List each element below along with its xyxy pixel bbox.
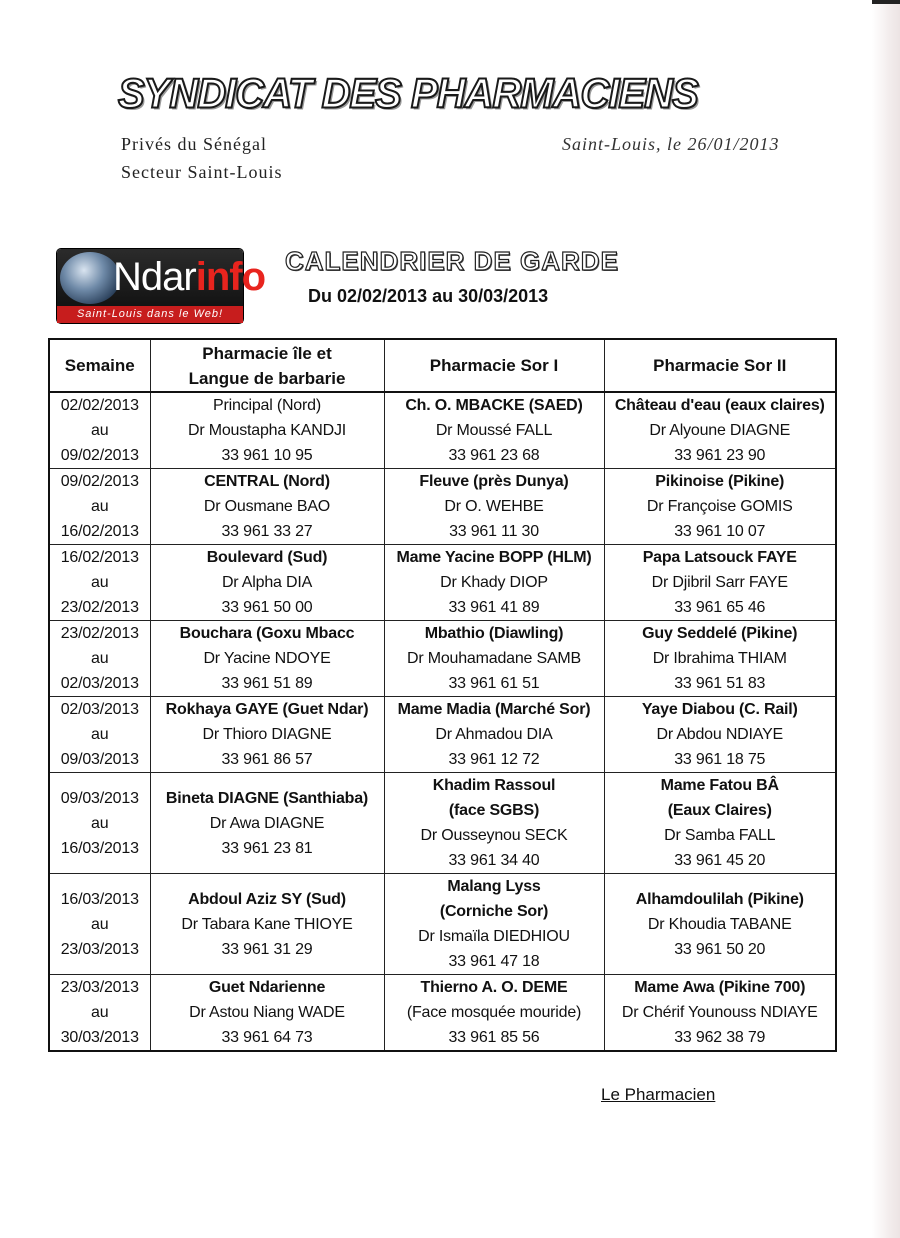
cell-line: 23/03/2013	[60, 979, 139, 996]
calendar-period: Du 02/02/2013 au 30/03/2013	[308, 286, 549, 306]
week-cell	[49, 469, 150, 545]
week-cell	[49, 697, 150, 773]
cell-line: Ch. O. MBACKE (SAED)	[405, 397, 583, 414]
pharmacie-sor-1-cell	[384, 975, 604, 1052]
ndarinfo-logo	[57, 249, 266, 323]
cell-line: 09/02/2013	[60, 447, 139, 464]
place-date: Saint-Louis, le 26/01/2013	[562, 134, 780, 154]
cell-line: Dr Mouhamadane SAMB	[406, 650, 582, 667]
pharmacie-ile-cell	[150, 392, 384, 469]
cell-line: Fleuve (près Dunya)	[419, 473, 569, 490]
cell-line: Dr Khady DIOP	[440, 574, 548, 591]
cell-line: au	[91, 650, 109, 667]
cell-line: 33 961 61 51	[448, 675, 540, 692]
cell-line: 16/02/2013	[60, 523, 139, 540]
union-title: SYNDICAT DES PHARMACIENS	[118, 70, 698, 118]
calendar-title: CALENDRIER DE GARDE	[285, 246, 619, 276]
cell-line: Dr Khoudia TABANE	[647, 915, 792, 933]
cell-line: 33 961 86 57	[221, 751, 313, 768]
pharmacie-ile-cell	[150, 621, 384, 697]
cell-line: Dr Françoise GOMIS	[646, 498, 793, 515]
cell-line: Dr Moustapha KANDJI	[187, 422, 347, 439]
logo-wordmark	[113, 251, 265, 303]
cell-line: (face SGBS)	[448, 802, 540, 819]
week-cell	[49, 773, 150, 874]
cell-line: Dr Chérif Younouss NDIAYE	[621, 1004, 818, 1021]
cell-line: Rokhaya GAYE (Guet Ndar)	[165, 701, 369, 718]
cell-line: 33 961 34 40	[448, 852, 540, 869]
cell-line: Guet Ndarienne	[208, 979, 326, 996]
cell-line: 33 961 10 95	[221, 447, 313, 464]
cell-line: 33 961 45 20	[674, 852, 766, 869]
cell-line: 09/03/2013	[60, 751, 139, 768]
cell-line: Dr Ismaïla DIEDHIOU	[418, 928, 570, 945]
logo-name-accent: info	[195, 255, 266, 299]
pharmacie-sor-2-cell	[604, 975, 836, 1052]
header-line: Pharmacie Sor II	[653, 356, 787, 375]
cell-line: Mbathio (Diawling)	[424, 625, 564, 642]
cell-line: Khadim Rassoul	[432, 777, 556, 794]
cell-line: 02/03/2013	[60, 675, 139, 692]
cell-line: Dr Moussé FALL	[435, 422, 553, 439]
cell-line: Yaye Diabou (C. Rail)	[641, 701, 798, 718]
cell-line: 33 961 50 00	[221, 599, 313, 616]
org-subtitle-sector: Secteur Saint-Louis	[121, 162, 283, 182]
cell-line: Bouchara (Goxu Mbacc	[179, 625, 355, 642]
table-row	[49, 975, 836, 1052]
header-semaine	[49, 339, 150, 392]
edge-mark	[872, 0, 900, 4]
week-cell	[49, 975, 150, 1052]
cell-line: 33 961 50 20	[674, 940, 766, 958]
header-pharmacie-sor-1	[384, 339, 604, 392]
table-header-row	[49, 339, 836, 392]
cell-line: Dr Tabara Kane THIOYE	[181, 915, 353, 933]
cell-line: 33 961 12 72	[448, 751, 540, 768]
cell-line: au	[91, 574, 109, 591]
cell-line: Mame Madia (Marché Sor)	[397, 701, 591, 718]
cell-line: 16/02/2013	[60, 549, 139, 566]
cell-line: CENTRAL (Nord)	[204, 473, 330, 490]
cell-line: au	[91, 726, 109, 743]
pharmacie-ile-cell	[150, 975, 384, 1052]
cell-line: Abdoul Aziz SY (Sud)	[188, 890, 346, 908]
cell-line: Malang Lyss	[447, 878, 541, 895]
cell-line: 16/03/2013	[60, 839, 139, 857]
cell-line: Dr Ibrahima THIAM	[652, 650, 787, 667]
cell-line: Dr Abdou NDIAYE	[656, 726, 784, 743]
pharmacie-sor-2-cell	[604, 392, 836, 469]
cell-line: 09/03/2013	[60, 789, 139, 807]
cell-line: Bineta DIAGNE (Santhiaba)	[165, 789, 369, 807]
cell-line: 23/02/2013	[60, 599, 139, 616]
cell-line: 33 961 10 07	[674, 523, 766, 540]
week-cell	[49, 874, 150, 975]
logo-name-main: Ndar	[113, 255, 196, 299]
table-row	[49, 469, 836, 545]
cell-line: Dr Alyoune DIAGNE	[649, 422, 791, 439]
cell-line: Dr Ousseynou SECK	[420, 827, 568, 844]
cell-line: Mame Yacine BOPP (HLM)	[396, 549, 592, 566]
org-subtitle-country: Privés du Sénégal	[121, 134, 267, 154]
table-row	[49, 773, 836, 874]
cell-line: 23/02/2013	[60, 625, 139, 642]
cell-line: 33 961 85 56	[448, 1029, 540, 1046]
pharmacie-sor-2-cell	[604, 545, 836, 621]
header-line: Semaine	[64, 356, 135, 375]
pharmacie-ile-cell	[150, 874, 384, 975]
cell-line: au	[91, 814, 109, 832]
cell-line: Dr Djibril Sarr FAYE	[651, 574, 788, 591]
table-row	[49, 621, 836, 697]
pharmacie-sor-1-cell	[384, 392, 604, 469]
cell-line: 33 961 33 27	[221, 523, 313, 540]
cell-line: 30/03/2013	[60, 1029, 139, 1046]
cell-line: Dr Ousmane BAO	[203, 498, 331, 515]
table-row	[49, 697, 836, 773]
header-pharmacie-sor-2	[604, 339, 836, 392]
cell-line: 09/02/2013	[60, 473, 139, 490]
pharmacie-sor-2-cell	[604, 621, 836, 697]
cell-line: Dr Alpha DIA	[221, 574, 313, 591]
cell-line: 33 961 51 89	[221, 675, 313, 692]
pharmacie-sor-1-cell	[384, 621, 604, 697]
cell-line: Dr O. WEHBE	[444, 498, 544, 515]
pharmacie-sor-2-cell	[604, 697, 836, 773]
pharmacie-sor-2-cell	[604, 773, 836, 874]
pharmacie-sor-1-cell	[384, 697, 604, 773]
cell-line: 33 961 23 68	[448, 447, 540, 464]
week-cell	[49, 621, 150, 697]
cell-line: Guy Seddelé (Pikine)	[642, 625, 798, 642]
globe-icon	[60, 252, 120, 304]
header-pharmacie-ile	[150, 339, 384, 392]
cell-line: Dr Awa DIAGNE	[209, 814, 325, 832]
table-row	[49, 545, 836, 621]
pharmacie-sor-2-cell	[604, 874, 836, 975]
cell-line: Dr Ahmadou DIA	[435, 726, 553, 743]
cell-line: au	[91, 915, 109, 933]
pharmacie-ile-cell	[150, 697, 384, 773]
pharmacie-ile-cell	[150, 545, 384, 621]
pharmacie-sor-1-cell	[384, 469, 604, 545]
pharmacie-sor-1-cell	[384, 773, 604, 874]
pharmacie-sor-2-cell	[604, 469, 836, 545]
cell-line: Dr Astou Niang WADE	[189, 1004, 345, 1021]
cell-line: 33 961 65 46	[674, 599, 766, 616]
cell-line: Boulevard (Sud)	[206, 549, 328, 566]
duty-schedule-table	[48, 338, 837, 1052]
cell-line: 33 961 31 29	[221, 940, 313, 958]
cell-line: 16/03/2013	[60, 890, 139, 908]
cell-line: Mame Fatou BÂ	[660, 777, 779, 794]
cell-line: 33 961 41 89	[448, 599, 540, 616]
cell-line: 23/03/2013	[60, 940, 139, 958]
cell-line: Mame Awa (Pikine 700)	[634, 979, 806, 996]
cell-line: 33 961 47 18	[448, 953, 540, 970]
cell-line: Principal (Nord)	[213, 397, 321, 414]
header-line: Pharmacie île et	[202, 343, 332, 363]
table-row	[49, 874, 836, 975]
pharmacie-sor-1-cell	[384, 874, 604, 975]
week-cell	[49, 545, 150, 621]
cell-line: Thierno A. O. DEME	[420, 979, 568, 996]
cell-line: Pikinoise (Pikine)	[655, 473, 785, 490]
page-edge	[872, 0, 900, 1238]
cell-line: Château d'eau (eaux claires)	[614, 397, 825, 414]
cell-line: 33 961 64 73	[221, 1029, 313, 1046]
cell-line: Dr Yacine NDOYE	[203, 650, 331, 667]
header-line: Langue de barbarie	[188, 368, 346, 388]
cell-line: 33 961 51 83	[674, 675, 766, 692]
cell-line: (Eaux Claires)	[667, 802, 772, 819]
table-row	[49, 392, 836, 469]
pharmacie-ile-cell	[150, 773, 384, 874]
cell-line: Papa Latsouck FAYE	[642, 549, 797, 566]
cell-line: au	[91, 1004, 109, 1021]
cell-line: Dr Samba FALL	[664, 827, 776, 844]
pharmacie-sor-1-cell	[384, 545, 604, 621]
cell-line: (Corniche Sor)	[439, 903, 549, 920]
cell-line: 33 962 38 79	[674, 1029, 766, 1046]
header-line: Pharmacie Sor I	[429, 356, 559, 375]
cell-line: 33 961 18 75	[674, 751, 766, 768]
signature-label: Le Pharmacien	[601, 1085, 716, 1104]
cell-line: 33 961 11 30	[449, 523, 539, 540]
cell-line: 33 961 23 90	[674, 447, 766, 464]
cell-line: 33 961 23 81	[221, 839, 313, 857]
cell-line: 02/02/2013	[60, 397, 139, 414]
cell-line: 02/03/2013	[60, 701, 139, 718]
pharmacie-ile-cell	[150, 469, 384, 545]
cell-line: au	[91, 422, 109, 439]
cell-line: (Face mosquée mouride)	[406, 1004, 582, 1021]
cell-line: Dr Thioro DIAGNE	[202, 726, 332, 743]
cell-line: Alhamdoulilah (Pikine)	[635, 890, 804, 908]
logo-tagline: Saint-Louis dans le Web!	[57, 306, 243, 323]
cell-line: au	[91, 498, 109, 515]
week-cell	[49, 392, 150, 469]
